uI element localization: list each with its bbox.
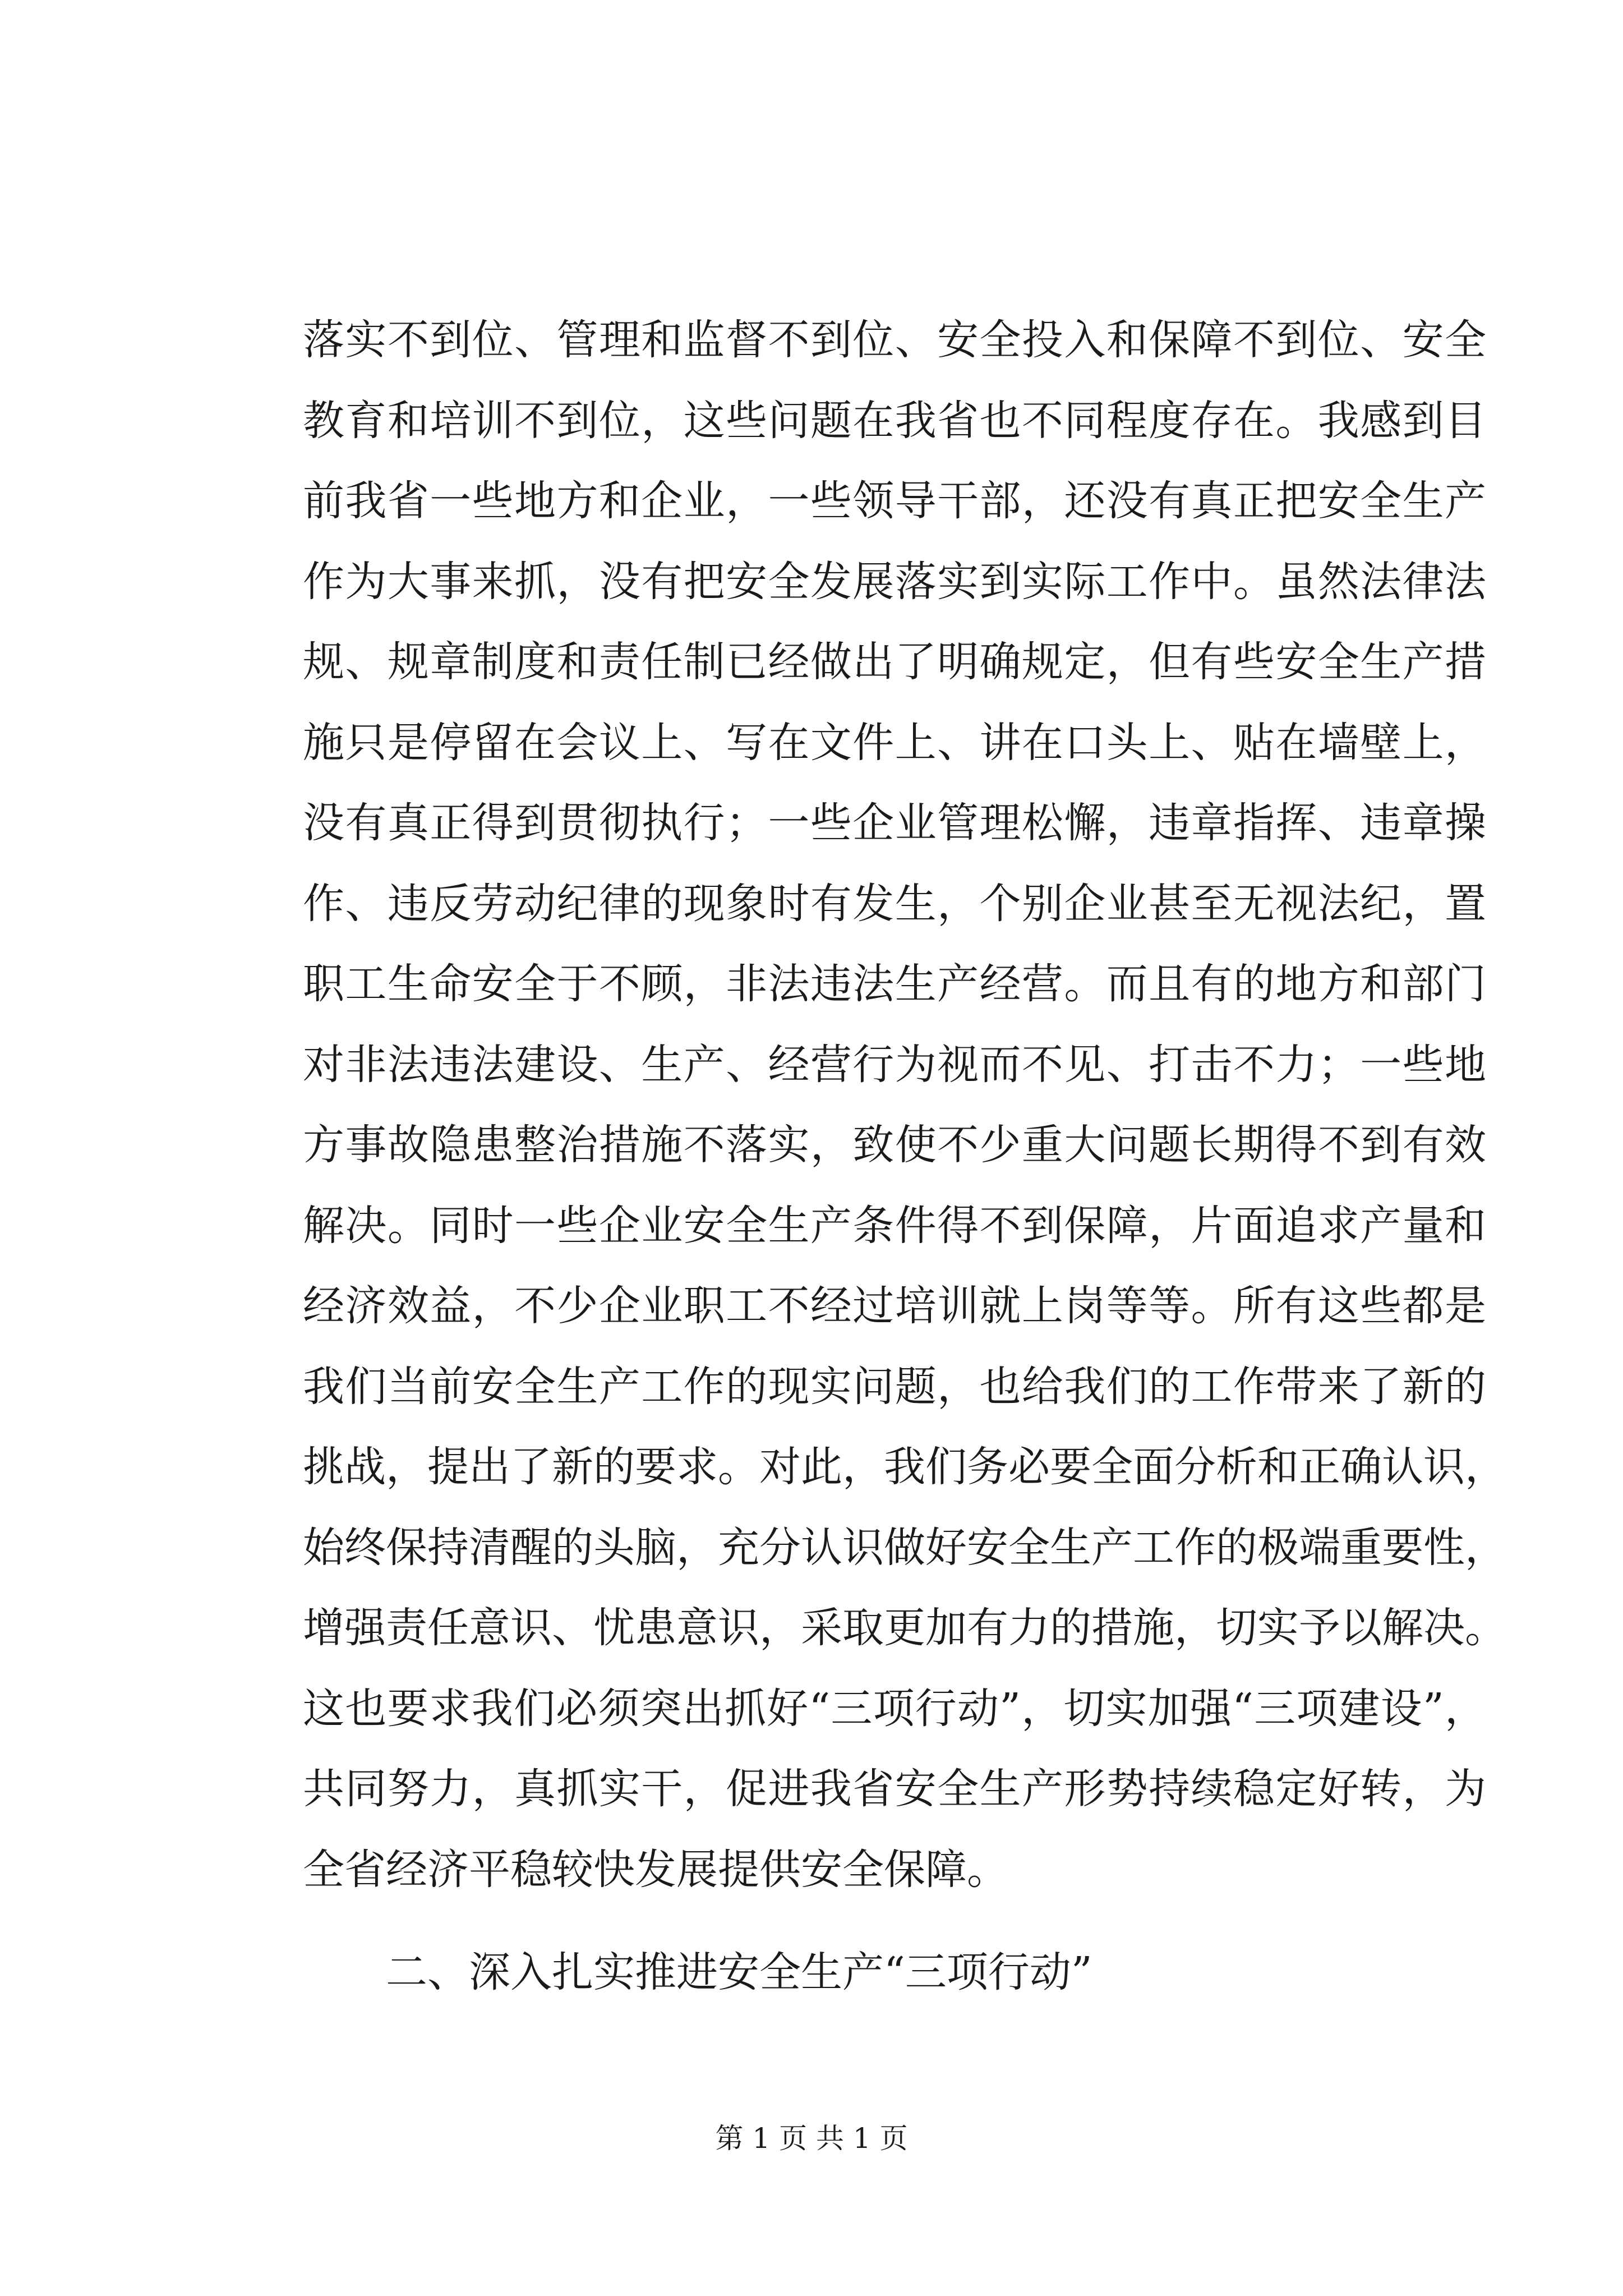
paragraph-line: 方事故隐患整治措施不落实，致使不少重大问题长期得不到有效	[303, 1121, 1486, 1169]
paragraph-line: 我们当前安全生产工作的现实问题，也给我们的工作带来了新的	[303, 1362, 1486, 1411]
paragraph-line: 教育和培训不到位，这些问题在我省也不同程度存在。我感到目	[303, 396, 1486, 445]
paragraph-line: 这也要求我们必须突出抓好“三项行动”，切实加强“三项建设”，	[303, 1684, 1486, 1733]
paragraph-line: 经济效益，不少企业职工不经过培训就上岗等等。所有这些都是	[303, 1282, 1486, 1330]
section-heading: 二、深入扎实推进安全生产“三项行动”	[386, 1948, 1092, 1996]
paragraph-line: 挑战，提出了新的要求。对此，我们务必要全面分析和正确认识，	[303, 1443, 1506, 1491]
paragraph-line: 作、违反劳动纪律的现象时有发生，个别企业甚至无视法纪，置	[303, 879, 1486, 928]
paragraph-line: 落实不到位、管理和监督不到位、安全投入和保障不到位、安全	[303, 316, 1486, 364]
paragraph-line: 作为大事来抓，没有把安全发展落实到实际工作中。虽然法律法	[303, 557, 1486, 606]
paragraph-line: 解决。同时一些企业安全生产条件得不到保障，片面追求产量和	[303, 1201, 1486, 1250]
paragraph-line: 增强责任意识、忧患意识，采取更加有力的措施，切实予以解决。	[303, 1604, 1506, 1652]
paragraph-line: 没有真正得到贯彻执行；一些企业管理松懈，违章指挥、违章操	[303, 799, 1486, 847]
document-body	[303, 300, 1506, 2013]
page-footer	[0, 2116, 1623, 2156]
paragraph-line: 全省经济平稳较快发展提供安全保障。	[303, 1845, 1008, 1894]
paragraph-line: 始终保持清醒的头脑，充分认识做好安全生产工作的极端重要性，	[303, 1523, 1506, 1572]
paragraph-line: 前我省一些地方和企业，一些领导干部，还没有真正把安全生产	[303, 477, 1486, 525]
paragraph-line: 规、规章制度和责任制已经做出了明确规定，但有些安全生产措	[303, 638, 1486, 686]
paragraph-line: 职工生命安全于不顾，非法违法生产经营。而且有的地方和部门	[303, 960, 1486, 1008]
paragraph-line: 对非法违法建设、生产、经营行为视而不见、打击不力；一些地	[303, 1040, 1486, 1089]
paragraph-line: 施只是停留在会议上、写在文件上、讲在口头上、贴在墙壁上，	[303, 718, 1486, 767]
paragraph-line: 共同努力，真抓实干，促进我省安全生产形势持续稳定好转，为	[303, 1765, 1486, 1813]
page-number-label: 第 1 页 共 1 页	[715, 2122, 908, 2155]
